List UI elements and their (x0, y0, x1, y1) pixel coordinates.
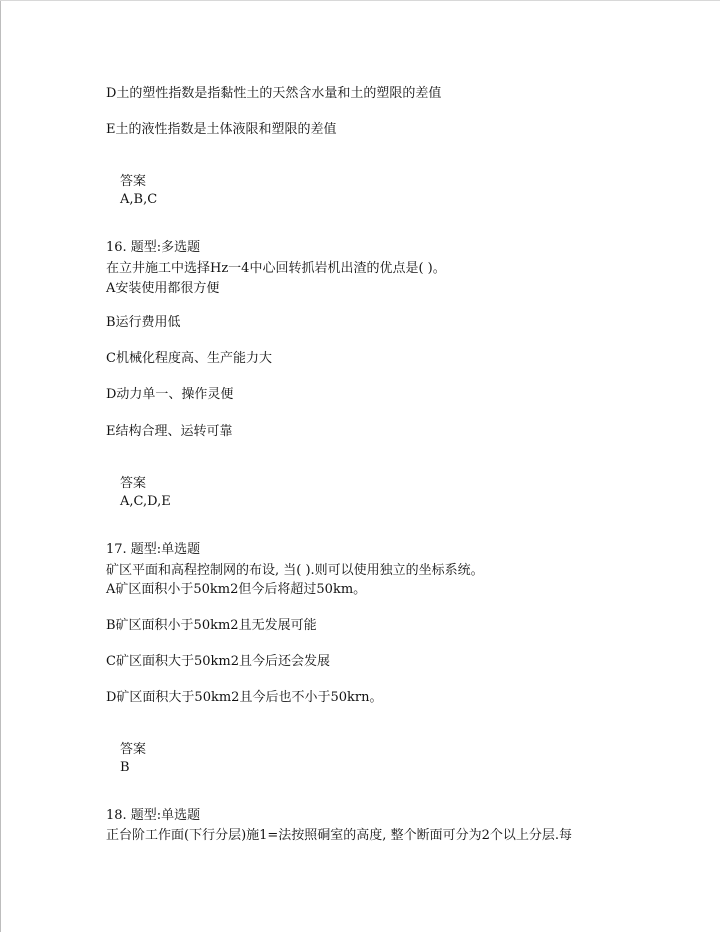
q18-header: 18. 题型:单选题 (106, 808, 201, 823)
q17-stem: 矿区平面和高程控制网的布设, 当( ).则可以使用独立的坐标系统。 (106, 563, 484, 578)
q17-option-d: D矿区面积大于50km2且今后也不小于50krn。 (106, 690, 383, 705)
page-left-edge (0, 0, 1, 932)
q16-option-c: C机械化程度高、生产能力大 (106, 351, 272, 366)
q16-option-e: E结构合理、运转可靠 (106, 424, 233, 439)
q17-option-b: B矿区面积小于50km2且无发展可能 (106, 618, 317, 633)
q18-stem: 正台阶工作面(下行分层)施1=法按照硐室的高度, 整个断面可分为2个以上分层.每 (106, 828, 572, 843)
q17-answer-label: 答案 (120, 742, 147, 757)
q15-option-e: E土的液性指数是土体液限和塑限的差值 (106, 122, 337, 137)
q15-answer-label: 答案 (120, 174, 147, 189)
q16-answer-label: 答案 (120, 476, 147, 491)
q15-option-d: D土的塑性指数是指黏性土的天然含水量和土的塑限的差值 (106, 86, 442, 101)
page-top-edge (0, 0, 720, 1)
q16-option-a: A安装使用都很方便 (106, 281, 220, 296)
q16-option-d: D动力单一、操作灵便 (106, 387, 234, 402)
q16-stem: 在立井施工中选择Hz一4中心回转抓岩机出渣的优点是( )。 (106, 261, 446, 276)
q16-option-b: B运行费用低 (106, 315, 181, 330)
q17-header: 17. 题型:单选题 (106, 542, 201, 557)
q17-answer-value: B (120, 760, 130, 775)
q17-option-c: C矿区面积大于50km2且今后还会发展 (106, 654, 330, 669)
q15-answer-value: A,B,C (120, 192, 158, 207)
q16-answer-value: A,C,D,E (120, 494, 171, 509)
q16-header: 16. 题型:多选题 (106, 240, 201, 255)
q17-option-a: A矿区面积小于50km2但今后将超过50km。 (106, 582, 367, 597)
